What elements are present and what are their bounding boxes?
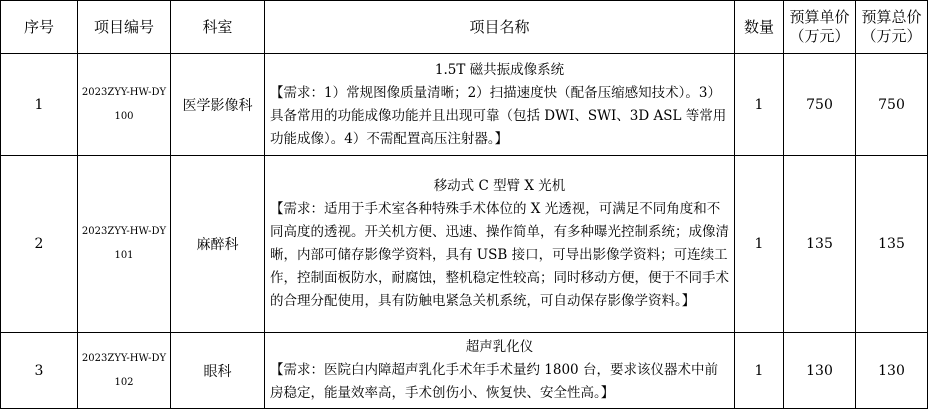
row-seq: 3 xyxy=(1,333,78,409)
row-total-price: 135 xyxy=(856,156,928,333)
row-dept: 医学影像科 xyxy=(171,54,265,156)
row-project-name xyxy=(265,156,735,333)
row-dept: 麻醉科 xyxy=(171,156,265,333)
row-dept: 眼科 xyxy=(171,333,265,409)
row-project-name xyxy=(265,54,735,156)
row-qty: 1 xyxy=(735,156,784,333)
row-code: 2023ZYY-HW-DY100 xyxy=(78,54,171,156)
project-requirement: 【需求：医院白内障超声乳化手术年手术量约 1800 台，要求该仪器术中前房稳定，能量效率高，手术创伤小、恢复快、安全性高。】 xyxy=(270,362,718,401)
header-name: 项目名称 xyxy=(265,1,735,54)
header-qty: 数量 xyxy=(735,1,784,54)
row-total-price: 130 xyxy=(856,333,928,409)
project-title: 移动式 C 型臂 X 光机 xyxy=(433,178,566,194)
header-code: 项目编号 xyxy=(78,1,171,54)
header-unit-price: 预算单价（万元） xyxy=(784,1,856,54)
row-unit-price: 750 xyxy=(784,54,856,156)
table-row xyxy=(1,333,928,409)
project-requirement: 【需求：1）常规图像质量清晰；2）扫描速度快（配备压缩感知技术）。3）具备常用的功能成像功能并且出现可靠（包括 DWI、SWI、3D ASL 等常用功能成像）。4）不需配置高压注射器。】 xyxy=(270,84,727,147)
row-unit-price: 130 xyxy=(784,333,856,409)
header-row xyxy=(1,1,928,54)
row-unit-price: 135 xyxy=(784,156,856,333)
row-seq: 1 xyxy=(1,54,78,156)
table-row xyxy=(1,54,928,156)
project-title: 1.5T 磁共振成像系统 xyxy=(434,61,565,78)
row-seq: 2 xyxy=(1,156,78,333)
row-qty: 1 xyxy=(735,333,784,409)
project-title: 超声乳化仪 xyxy=(465,339,534,355)
row-qty: 1 xyxy=(735,54,784,156)
row-code: 2023ZYY-HW-DY102 xyxy=(78,333,171,409)
table-row xyxy=(1,156,928,333)
header-total-price: 预算总价（万元） xyxy=(856,1,928,54)
row-code: 2023ZYY-HW-DY101 xyxy=(78,156,171,333)
header-dept: 科室 xyxy=(171,1,265,54)
row-total-price: 750 xyxy=(856,54,928,156)
row-project-name xyxy=(265,333,735,409)
header-seq: 序号 xyxy=(1,1,78,54)
project-requirement: 【需求：适用于手术室各种特殊手术体位的 X 光透视，可满足不同角度和不同高度的透视。开关机方便、迅速、操作简单，有多种曝光控制系统；成像清晰，内部可储存影像学资料，具有 USB 接口，可导出影像学资料；可连续工作，控制面板防水，耐腐蚀，整机稳定性较高；同时移动方便，便于不同手术的合理分配使用，具有防触电紧急关机系统，可自动保存影像学资料。】 xyxy=(270,201,729,309)
